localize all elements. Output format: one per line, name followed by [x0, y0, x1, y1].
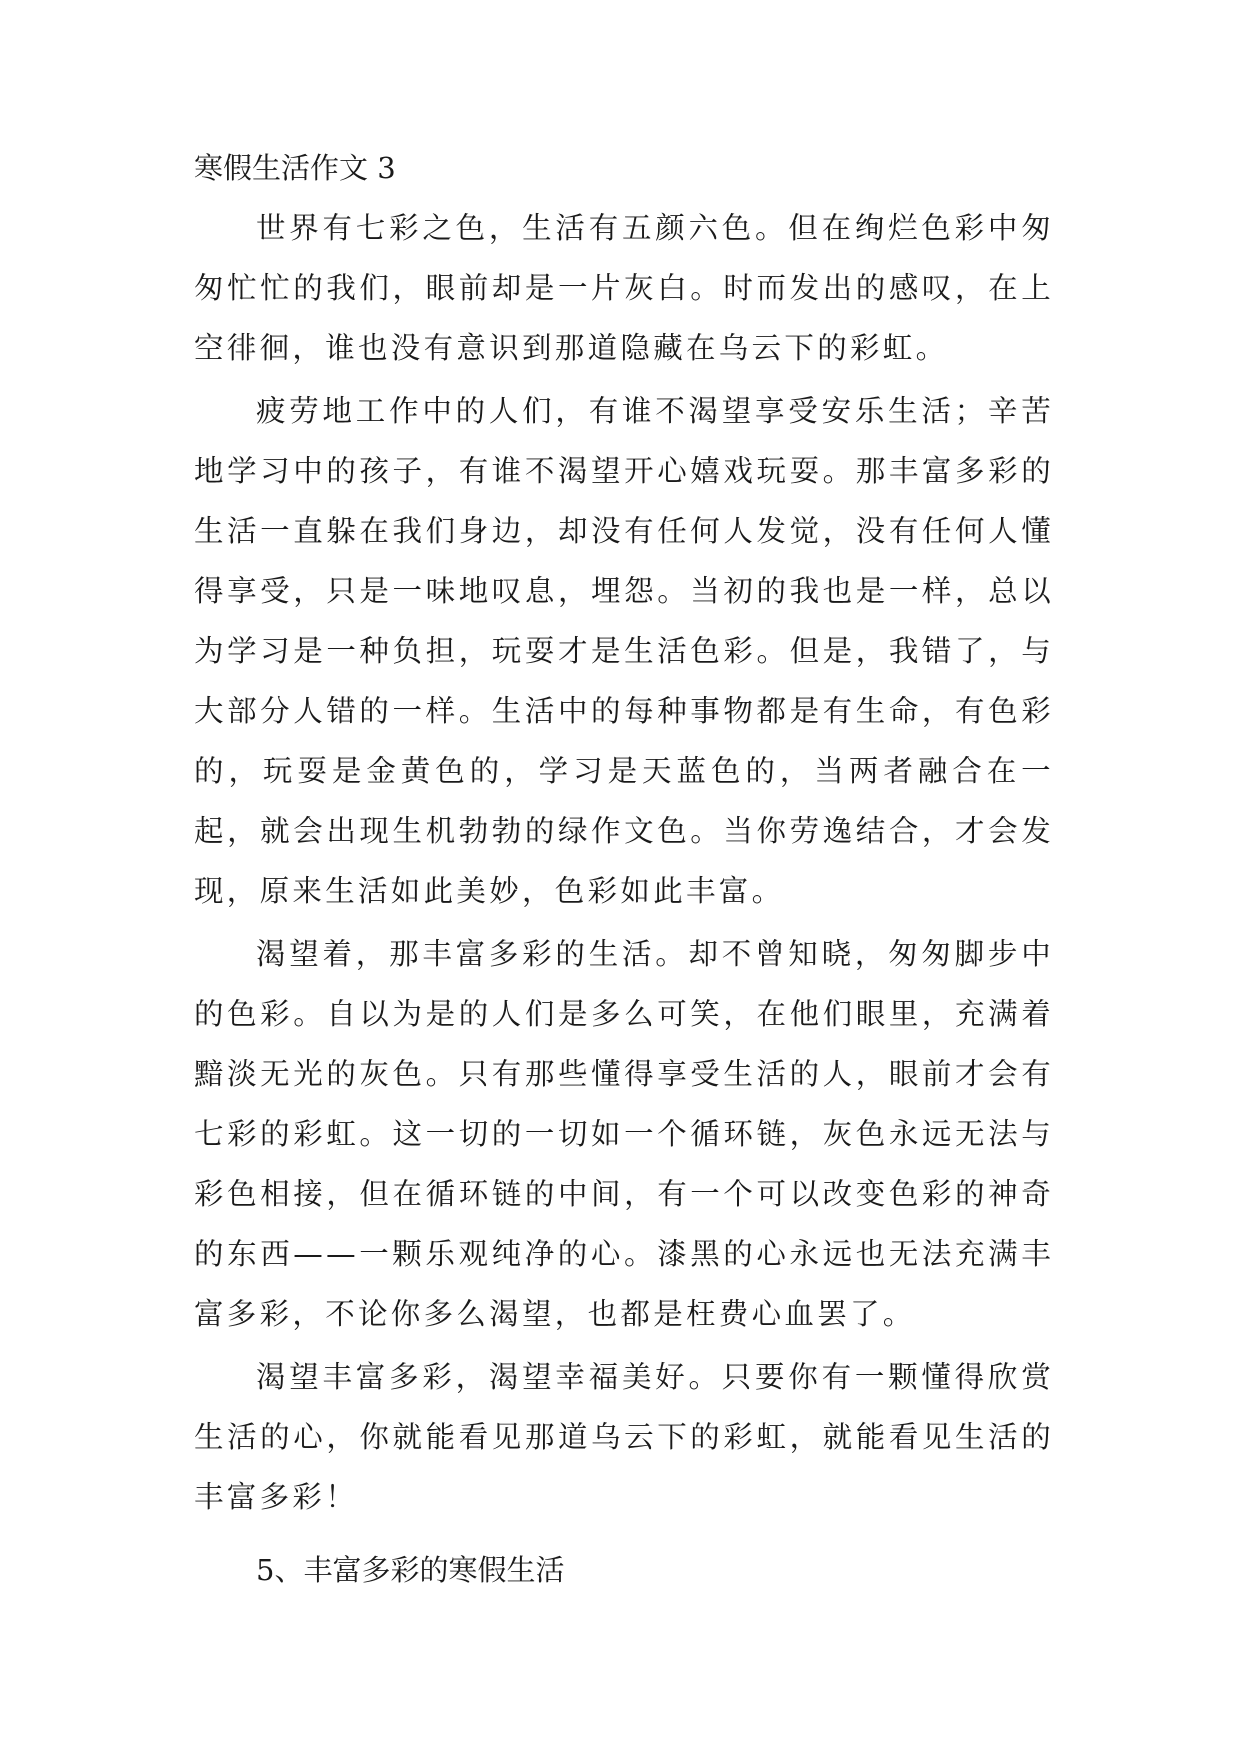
paragraph-1: 世界有七彩之色，生活有五颜六色。但在绚烂色彩中匆匆忙忙的我们，眼前却是一片灰白。时而发出的感叹，在上空徘徊，谁也没有意识到那道隐藏在乌云下的彩虹。: [194, 211, 1054, 365]
paragraph-2: 疲劳地工作中的人们，有谁不渴望享受安乐生活；辛苦地学习中的孩子，有谁不渴望开心嬉戏玩耍。那丰富多彩的生活一直躲在我们身边，却没有任何人发觉，没有任何人懂得享受，只是一味地叹息，埋怨。当初的我也是一样，总以为学习是一种负担，玩耍才是生活色彩。但是，我错了，与大部分人错的一样。生活中的每种事物都是有生命，有色彩的，玩耍是金黄色的，学习是天蓝色的，当两者融合在一起，就会出现生机勃勃的绿作文色。当你劳逸结合，才会发现，原来生活如此美妙，色彩如此丰富。: [194, 394, 1054, 908]
section-heading: 5、丰富多彩的寒假生活: [256, 1553, 565, 1587]
document-body: [194, 148, 1054, 1600]
paragraph-3: 渴望着，那丰富多彩的生活。却不曾知晓，匆匆脚步中的色彩。自以为是的人们是多么可笑，在他们眼里，充满着黯淡无光的灰色。只有那些懂得享受生活的人，眼前才会有七彩的彩虹。这一切的一切如一个循环链，灰色永远无法与彩色相接，但在循环链的中间，有一个可以改变色彩的神奇的东西——一颗乐观纯净的心。漆黑的心永远也无法充满丰富多彩，不论你多么渴望，也都是枉费心血罢了。: [194, 937, 1054, 1331]
paragraph-4: 渴望丰富多彩，渴望幸福美好。只要你有一颗懂得欣赏生活的心，你就能看见那道乌云下的彩虹，就能看见生活的丰富多彩！: [194, 1360, 1054, 1514]
essay-title: 寒假生活作文 3: [194, 151, 396, 185]
